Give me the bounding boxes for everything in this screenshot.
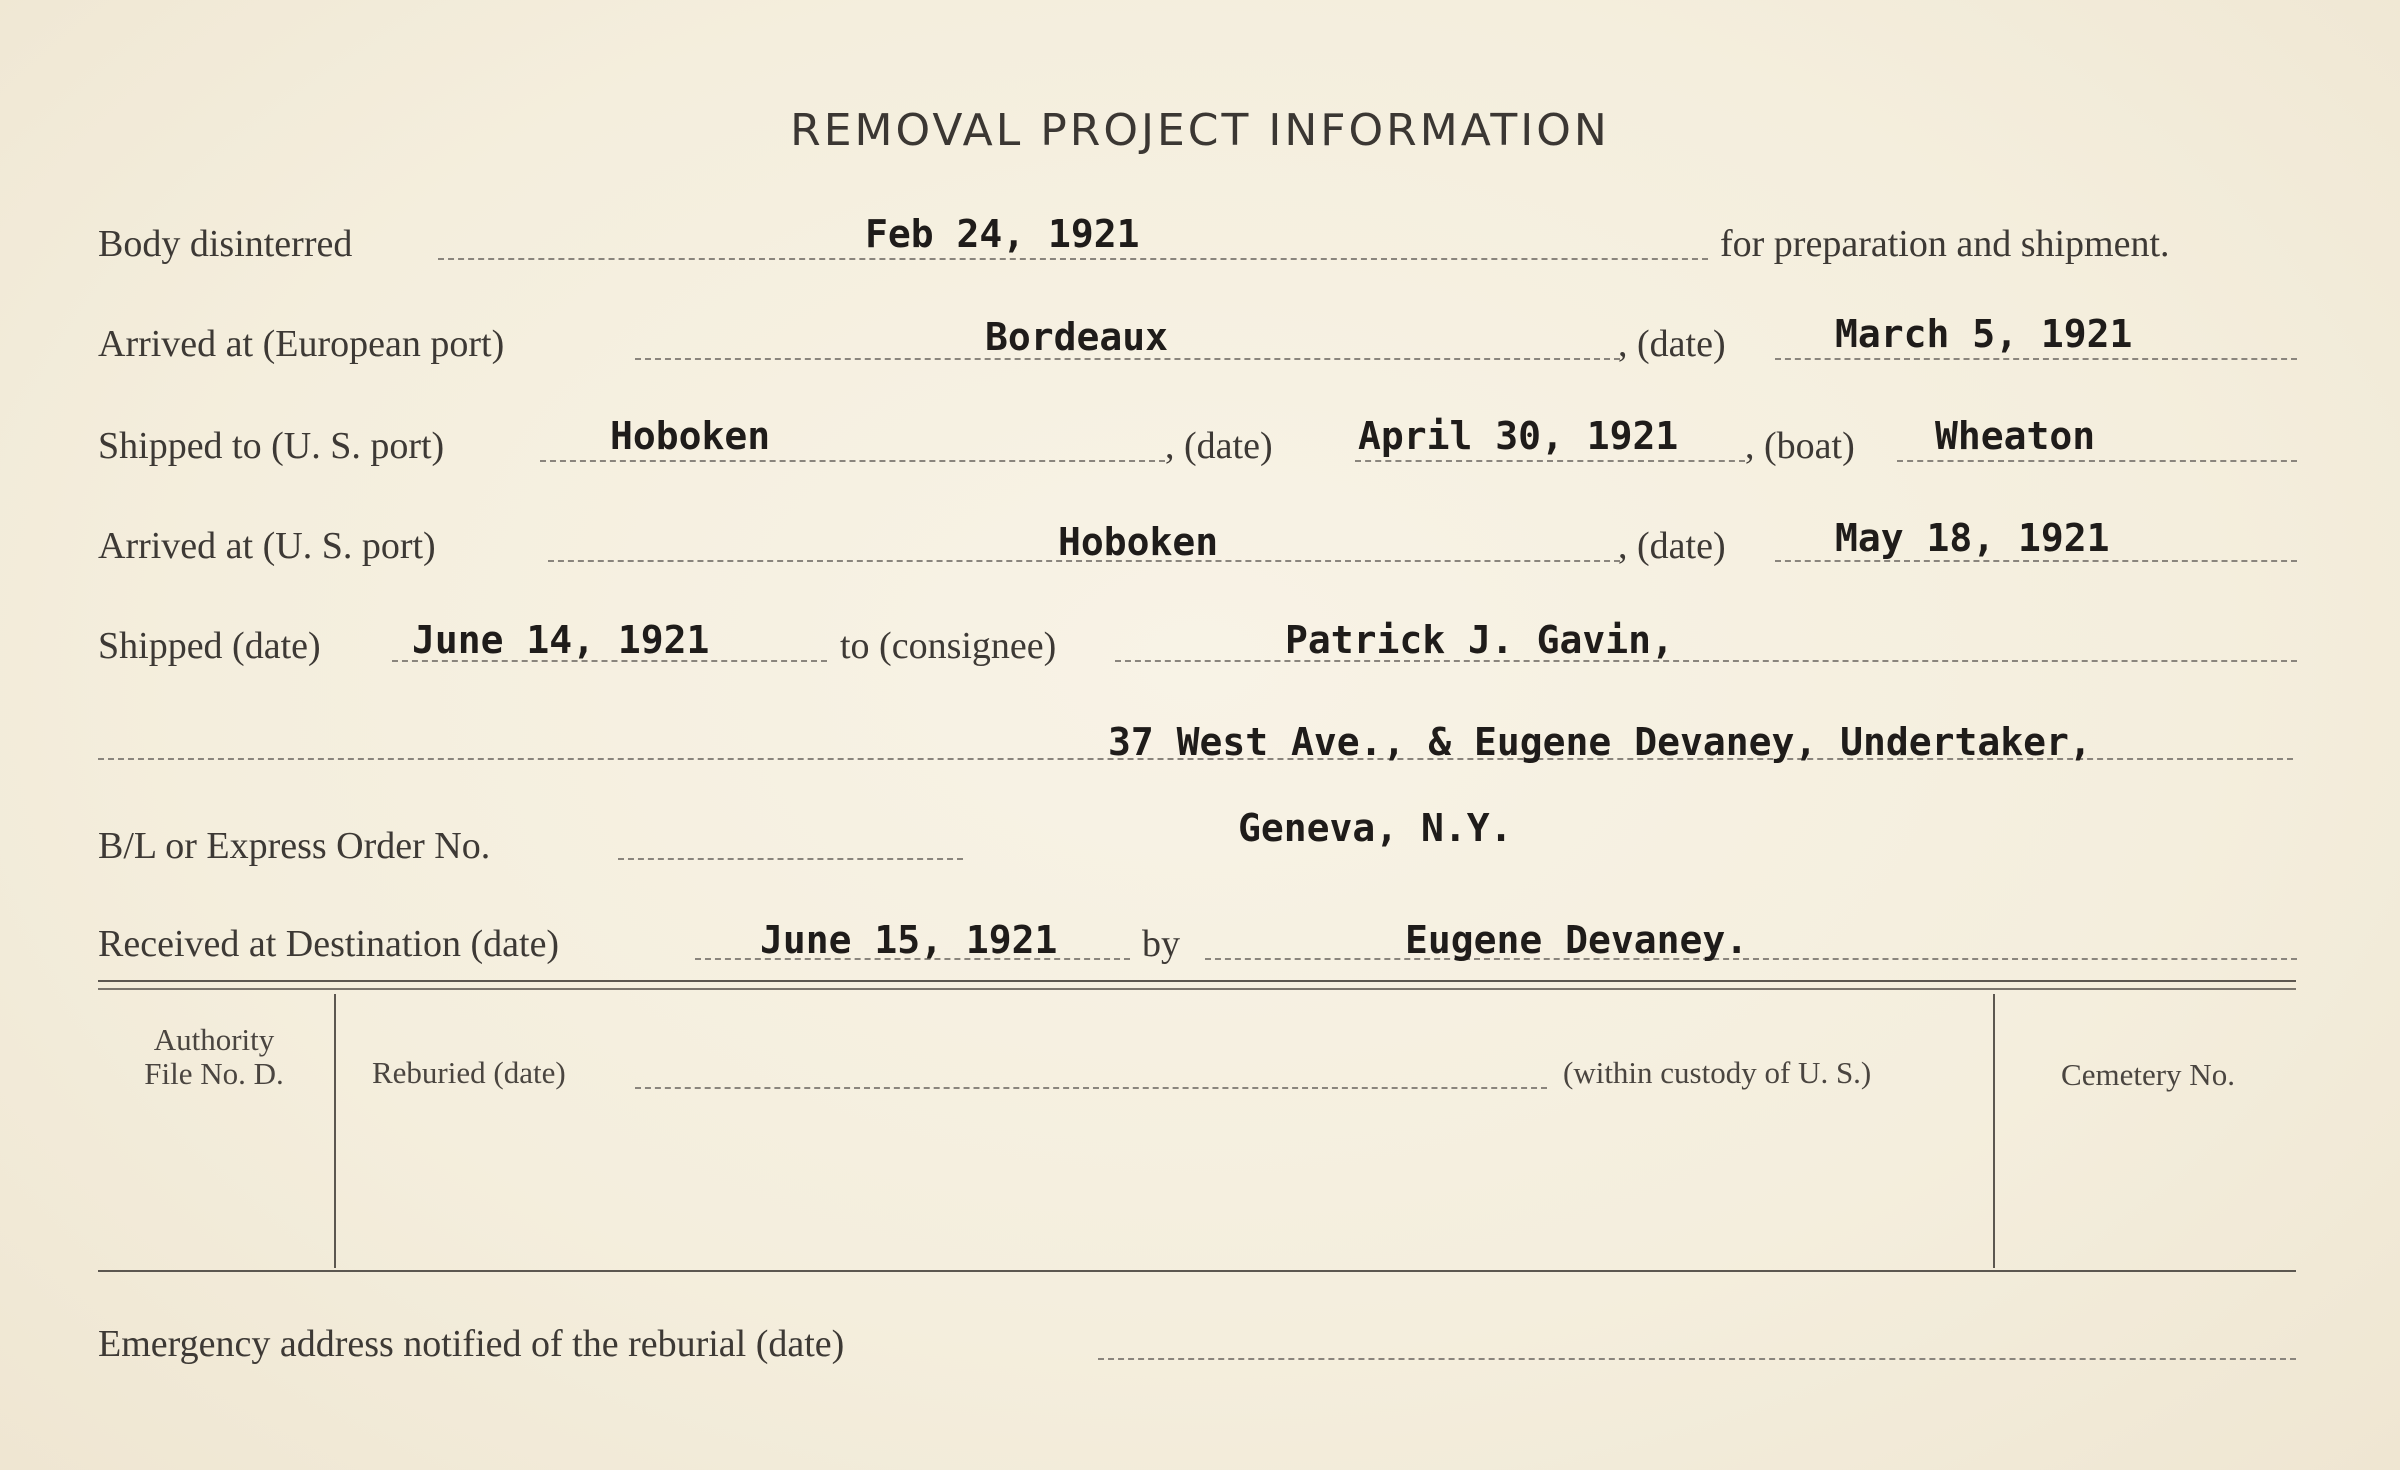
- table-top-rule-2: [98, 988, 2296, 990]
- shipped-us-line: [540, 460, 1165, 462]
- arrived-us-label: Arrived at (U. S. port): [98, 525, 436, 567]
- table-top-rule: [98, 980, 2296, 982]
- arrived-us-port: Hoboken: [1058, 520, 1219, 564]
- consignee-line1: Patrick J. Gavin,: [1285, 618, 1674, 662]
- shipped-date-label: Shipped (date): [98, 625, 321, 667]
- arrived-european-date: March 5, 1921: [1835, 312, 2133, 356]
- shipped-us-date-label: , (date): [1165, 425, 1273, 467]
- table-divider-right: [1993, 994, 1995, 1268]
- arrived-european-date-line: [1775, 358, 2297, 360]
- consignee-label: to (consignee): [840, 625, 1057, 667]
- received-date: June 15, 1921: [760, 918, 1058, 962]
- shipped-us-label: Shipped to (U. S. port): [98, 425, 445, 467]
- bl-line: [618, 858, 963, 860]
- emergency-label: Emergency address notified of the reburial (date): [98, 1323, 845, 1365]
- table-divider-left: [334, 994, 336, 1268]
- consignee-line3: Geneva, N.Y.: [1238, 806, 1513, 850]
- cemetery-label: Cemetery No.: [2061, 1057, 2235, 1092]
- body-disinterred-label: Body disinterred: [98, 223, 353, 265]
- arrived-us-date-line: [1775, 560, 2297, 562]
- consignee-line2: 37 West Ave., & Eugene Devaney, Undertaker,: [1108, 720, 2092, 764]
- table-bottom-rule: [98, 1270, 2296, 1272]
- custody-label: (within custody of U. S.): [1563, 1055, 1872, 1090]
- arrived-european-value: Bordeaux: [985, 315, 1169, 359]
- shipped-us-date-line: [1355, 460, 1745, 462]
- reburied-line: [635, 1087, 1547, 1089]
- body-disinterred-line: [438, 258, 1708, 260]
- emergency-line: [1098, 1358, 2296, 1360]
- for-preparation-label: for preparation and shipment.: [1720, 223, 2170, 265]
- reburied-label: Reburied (date): [372, 1055, 566, 1090]
- authority-label-2: File No. D.: [144, 1056, 284, 1091]
- shipped-us-date: April 30, 1921: [1358, 414, 1679, 458]
- authority-label-1: Authority: [153, 1022, 275, 1057]
- form-title: REMOVAL PROJECT INFORMATION: [790, 105, 1610, 156]
- bl-label: B/L or Express Order No.: [98, 825, 491, 867]
- boat-line: [1897, 460, 2297, 462]
- body-disinterred-value: Feb 24, 1921: [865, 212, 1140, 256]
- by-label: by: [1142, 923, 1180, 965]
- received-by-line: [1205, 958, 2297, 960]
- arrived-us-date: May 18, 1921: [1835, 516, 2110, 560]
- boat-value: Wheaton: [1935, 414, 2096, 458]
- received-by: Eugene Devaney.: [1405, 918, 1749, 962]
- shipped-date-value: June 14, 1921: [412, 618, 710, 662]
- arrived-european-date-label: , (date): [1618, 323, 1726, 365]
- arrived-us-date-label: , (date): [1618, 525, 1726, 567]
- arrived-european-label: Arrived at (European port): [98, 323, 505, 365]
- boat-label: , (boat): [1745, 425, 1855, 467]
- shipped-us-port: Hoboken: [610, 414, 771, 458]
- received-label: Received at Destination (date): [98, 923, 560, 965]
